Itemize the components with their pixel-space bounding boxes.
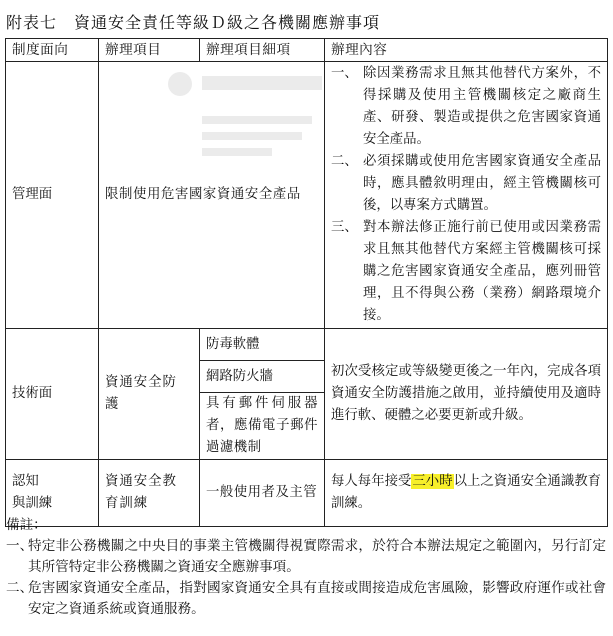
training-aspect-line1: 認知 — [12, 474, 39, 489]
table-row-technical-1 — [6, 329, 608, 361]
table-header-row — [6, 39, 608, 62]
management-content — [325, 62, 608, 329]
list-item-number: 二、 — [331, 154, 358, 169]
notes-label: 備註： — [6, 517, 47, 533]
technical-subitem-mail-filter: 具有郵件伺服器者，應備電子郵件過濾機制 — [200, 393, 325, 460]
header-aspect: 制度面向 — [6, 39, 99, 62]
list-item-number: 三、 — [331, 220, 358, 235]
training-content-before: 每人每年接受 — [331, 474, 412, 489]
technical-item: 資通安全防護 — [99, 329, 200, 460]
note-item — [6, 578, 606, 620]
training-item: 資通安全教育訓練 — [99, 460, 200, 527]
notes-section — [6, 515, 606, 620]
document-title: 附表七 資通安全責任等級Ｄ級之各機關應辦事項 — [6, 13, 381, 32]
technical-content: 初次受核定或等級變更後之一年內，完成各項資通安全防護措施之啟用，並持續使用及適時進行軟、硬體之必要更新或升級。 — [325, 329, 608, 460]
list-item-text: 對本辦法修正施行前已使用或因業務需求且無其他替代方案經主管機關核可採購之危害國家資通安全產品，應列冊管理，且不得與公務（業務）網路環境介接。 — [363, 220, 601, 323]
note-item-text: 危害國家資通安全產品，指對國家資通安全具有直接或間接造成危害風險，影響政府運作或社會安定之資通系統或資通服務。 — [28, 580, 606, 617]
management-content-list — [331, 63, 601, 327]
header-item: 辦理項目 — [99, 39, 200, 62]
training-subitem: 一般使用者及主管 — [200, 460, 325, 527]
technical-aspect: 技術面 — [6, 329, 99, 460]
technical-subitem-antivirus: 防毒軟體 — [200, 329, 325, 361]
header-subitem: 辦理項目細項 — [200, 39, 325, 62]
note-item-text: 特定非公務機關之中央目的事業主管機關得視實際需求，於符合本辦法規定之範圍內，另行訂定其所管特定非公務機關之資通安全應辦事項。 — [28, 538, 606, 575]
management-item: 限制使用危害國家資通安全產品 — [99, 62, 325, 329]
table-row-management — [6, 62, 608, 329]
list-item — [331, 217, 601, 327]
note-item — [6, 536, 606, 578]
requirements-table — [5, 38, 608, 527]
training-aspect-line2: 與訓練 — [12, 496, 53, 511]
management-aspect: 管理面 — [6, 62, 99, 329]
list-item-number: 一、 — [331, 66, 358, 81]
header-content: 辦理內容 — [325, 39, 608, 62]
list-item — [331, 63, 601, 151]
technical-subitem-firewall: 網路防火牆 — [200, 361, 325, 393]
list-item — [331, 151, 601, 217]
training-content-after: 以上之資通安全通識教育訓練。 — [331, 474, 602, 511]
note-item-number: 二、 — [6, 580, 34, 596]
note-item-number: 一、 — [6, 538, 34, 554]
highlighted-text: 三小時 — [412, 474, 453, 489]
list-item-text: 必須採購或使用危害國家資通安全產品時，應具體敘明理由，經主管機關核可後，以專案方式購置。 — [363, 154, 601, 213]
list-item-text: 除因業務需求且無其他替代方案外，不得採購及使用主管機關核定之廠商生產、研發、製造或提供之危害國家資通安全產品。 — [363, 66, 601, 147]
